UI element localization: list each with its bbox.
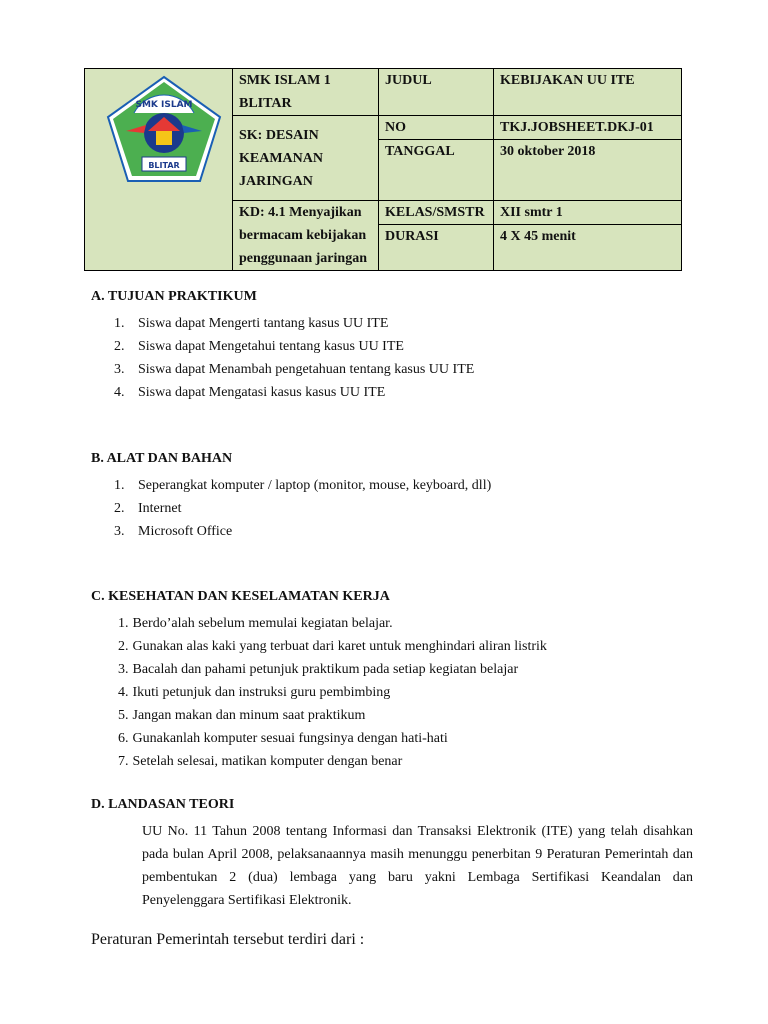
section-b-list	[114, 474, 491, 543]
logo-cell	[85, 69, 233, 271]
list-number: 4.	[114, 385, 125, 400]
no-label: NO	[379, 116, 494, 140]
list-item	[118, 635, 547, 658]
list-text: Setelah selesai, matikan komputer dengan benar	[132, 754, 403, 769]
list-number: 1.	[114, 478, 125, 493]
list-text: Ikuti petunjuk dan instruksi guru pembimbing	[132, 685, 391, 700]
list-number: 3.	[114, 524, 125, 539]
logo-bottom-text: BLITAR	[148, 161, 180, 170]
list-item	[118, 658, 547, 681]
section-b-title: B. ALAT DAN BAHAN	[91, 451, 233, 466]
list-text: Siswa dapat Mengatasi kasus kasus UU ITE	[138, 385, 386, 400]
section-c-title: C. KESEHATAN DAN KESELAMATAN KERJA	[91, 589, 390, 604]
section-a-title: A. TUJUAN PRAKTIKUM	[91, 289, 257, 304]
list-text: Gunakan alas kaki yang terbuat dari karet untuk menghindari aliran listrik	[132, 639, 547, 654]
list-text: Microsoft Office	[138, 524, 233, 539]
judul-label: JUDUL	[379, 69, 494, 116]
list-number: 2.	[118, 639, 129, 654]
tanggal-label: TANGGAL	[379, 140, 494, 201]
kelas-label: KELAS/SMSTR	[379, 201, 494, 225]
list-item	[114, 335, 474, 358]
section-c-list	[118, 612, 547, 773]
durasi-label: DURASI	[379, 225, 494, 271]
sk-cell: SK: DESAIN KEAMANAN JARINGAN	[233, 116, 379, 201]
list-text: Siswa dapat Mengetahui tentang kasus UU ITE	[138, 339, 404, 354]
tanggal-value: 30 oktober 2018	[494, 140, 682, 201]
list-number: 5.	[118, 708, 129, 723]
school-logo-icon	[104, 73, 224, 185]
list-item	[114, 520, 491, 543]
list-number: 2.	[114, 501, 125, 516]
list-number: 7.	[118, 754, 129, 769]
section-a-list	[114, 312, 474, 404]
list-number: 6.	[118, 731, 129, 746]
list-item	[114, 497, 491, 520]
list-number: 3.	[118, 662, 129, 677]
list-item	[118, 612, 547, 635]
list-number: 1.	[114, 316, 125, 331]
list-item	[118, 681, 547, 704]
kelas-value: XII smtr 1	[494, 201, 682, 225]
list-text: Jangan makan dan minum saat praktikum	[132, 708, 366, 723]
list-item	[114, 358, 474, 381]
list-text: Internet	[138, 501, 182, 516]
no-value: TKJ.JOBSHEET.DKJ-01	[494, 116, 682, 140]
section-d-title: D. LANDASAN TEORI	[91, 797, 235, 812]
list-text: Siswa dapat Menambah pengetahuan tentang kasus UU ITE	[138, 362, 475, 377]
list-item	[118, 727, 547, 750]
list-text: Siswa dapat Mengerti tantang kasus UU ITE	[138, 316, 389, 331]
durasi-value: 4 X 45 menit	[494, 225, 682, 271]
list-number: 1.	[118, 616, 129, 631]
school-name-cell: SMK ISLAM 1 BLITAR	[233, 69, 379, 116]
judul-value: KEBIJAKAN UU ITE	[494, 69, 682, 116]
list-text: Bacalah dan pahami petunjuk praktikum pada setiap kegiatan belajar	[132, 662, 519, 677]
list-item	[114, 474, 491, 497]
list-item	[118, 704, 547, 727]
logo-top-text: SMK ISLAM	[135, 100, 193, 110]
list-number: 4.	[118, 685, 129, 700]
regulation-intro: Peraturan Pemerintah tersebut terdiri dari :	[91, 931, 365, 948]
list-item	[114, 381, 474, 404]
list-text: Gunakanlah komputer sesuai fungsinya dengan hati-hati	[132, 731, 448, 746]
kd-cell: KD: 4.1 Menyajikan bermacam kebijakan penggunaan jaringan	[233, 201, 379, 271]
list-item	[114, 312, 474, 335]
list-item	[118, 750, 547, 773]
list-number: 3.	[114, 362, 125, 377]
list-number: 2.	[114, 339, 125, 354]
jobsheet-header-table	[84, 68, 682, 271]
list-text: Berdo’alah sebelum memulai kegiatan belajar.	[132, 616, 393, 631]
list-text: Seperangkat komputer / laptop (monitor, mouse, keyboard, dll)	[138, 478, 492, 493]
theory-paragraph: UU No. 11 Tahun 2008 tentang Informasi dan Transaksi Elektronik (ITE) yang telah disahkan pada bulan April 2008, pelaksanaannya masih menunggu penerbitan 9 Peraturan Pemerintah dan pembentukan 2 (dua) lembaga yang baru yakni Lembaga Sertifikasi Keandalan dan Penyelenggara Sertifikasi Elektronik.	[142, 824, 693, 908]
